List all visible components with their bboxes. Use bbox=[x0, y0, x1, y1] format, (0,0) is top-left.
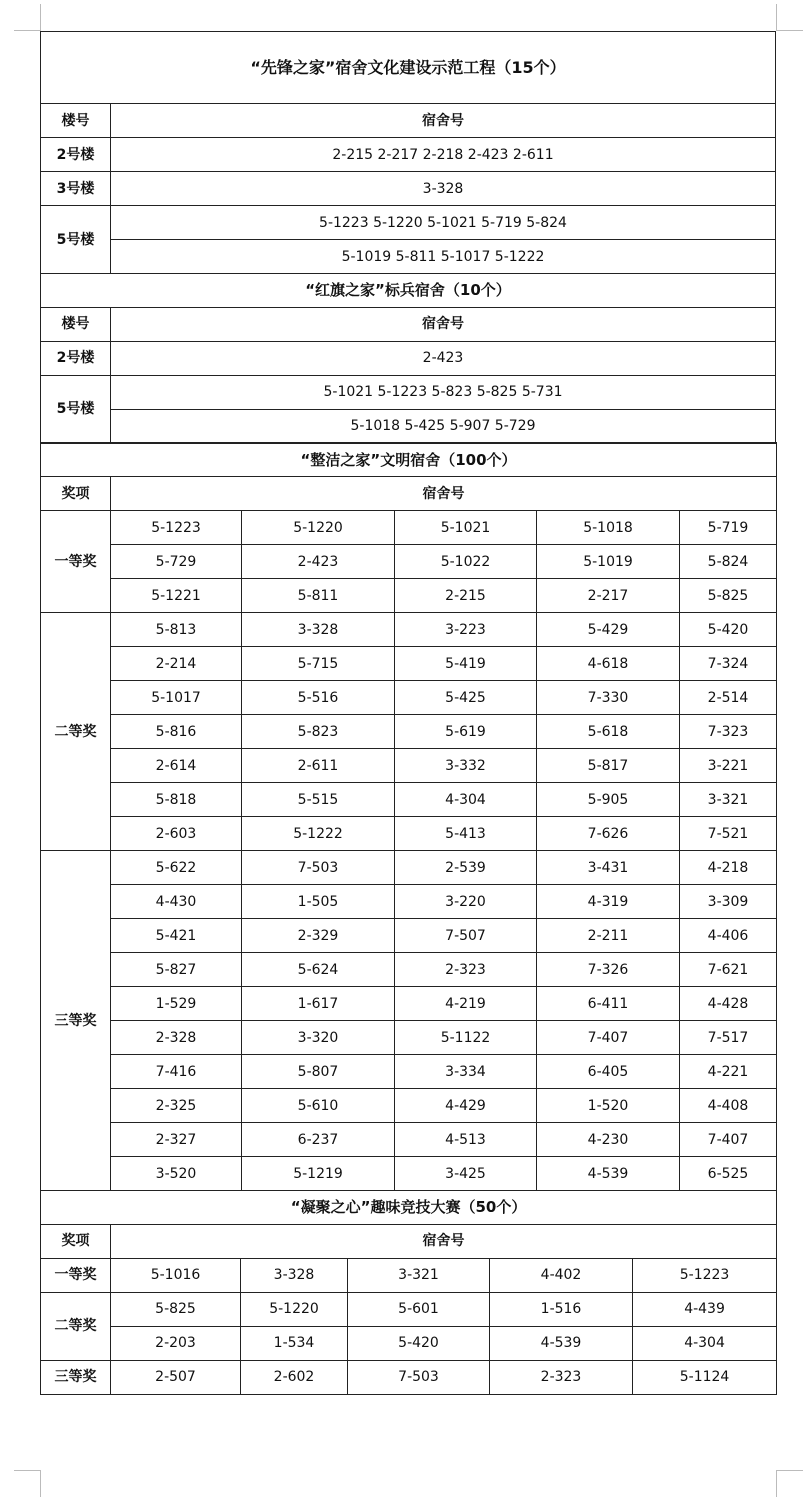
table-row bbox=[41, 613, 777, 647]
room-cell: 2-327 bbox=[111, 1123, 242, 1157]
award-label: 二等奖 bbox=[41, 1292, 111, 1360]
room-cell: 7-407 bbox=[537, 1021, 680, 1055]
room-cell: 2-328 bbox=[111, 1021, 242, 1055]
room-cell: 5-425 bbox=[395, 681, 537, 715]
room-cell: 7-323 bbox=[680, 715, 777, 749]
room-cell: 3-321 bbox=[680, 783, 777, 817]
room-cell: 5-719 bbox=[680, 511, 777, 545]
room-cell: 7-517 bbox=[680, 1021, 777, 1055]
room-cell: 4-430 bbox=[111, 885, 242, 919]
room-cell: 5-421 bbox=[111, 919, 242, 953]
table-row bbox=[41, 1292, 777, 1326]
building-label: 2号楼 bbox=[41, 138, 111, 172]
room-cell: 6-525 bbox=[680, 1157, 777, 1191]
tidy-home-table bbox=[40, 442, 777, 1191]
room-list: 3-328 bbox=[111, 172, 776, 206]
table-row bbox=[41, 987, 777, 1021]
award-header: 奖项 bbox=[41, 477, 111, 511]
room-cell: 2-514 bbox=[680, 681, 777, 715]
room-cell: 5-823 bbox=[242, 715, 395, 749]
room-cell: 3-309 bbox=[680, 885, 777, 919]
table-row bbox=[41, 1089, 777, 1123]
room-cell: 3-320 bbox=[242, 1021, 395, 1055]
table-row bbox=[41, 817, 777, 851]
room-cell: 5-516 bbox=[242, 681, 395, 715]
document-page bbox=[40, 31, 776, 1395]
table-row bbox=[41, 1021, 777, 1055]
room-cell: 5-817 bbox=[537, 749, 680, 783]
cohesion-section-title: “凝聚之心”趣味竞技大赛（50个） bbox=[41, 1190, 777, 1224]
room-cell: 5-618 bbox=[537, 715, 680, 749]
room-cell: 3-328 bbox=[242, 613, 395, 647]
room-cell: 5-1022 bbox=[395, 545, 537, 579]
room-cell: 4-406 bbox=[680, 919, 777, 953]
table-row bbox=[41, 511, 777, 545]
room-cell: 3-334 bbox=[395, 1055, 537, 1089]
room-cell: 6-405 bbox=[537, 1055, 680, 1089]
room-cell: 5-413 bbox=[395, 817, 537, 851]
building-label: 5号楼 bbox=[41, 375, 111, 443]
room-cell: 7-407 bbox=[680, 1123, 777, 1157]
room-cell: 3-221 bbox=[680, 749, 777, 783]
room-cell: 5-1219 bbox=[242, 1157, 395, 1191]
award-label: 三等奖 bbox=[41, 1360, 111, 1394]
room-cell: 4-539 bbox=[490, 1326, 633, 1360]
room-header: 宿舍号 bbox=[111, 477, 777, 511]
table-row bbox=[41, 545, 777, 579]
room-cell: 5-807 bbox=[242, 1055, 395, 1089]
room-cell: 2-217 bbox=[537, 579, 680, 613]
room-cell: 5-1017 bbox=[111, 681, 242, 715]
room-list: 2-423 bbox=[111, 341, 776, 375]
room-cell: 4-428 bbox=[680, 987, 777, 1021]
room-cell: 5-601 bbox=[348, 1292, 490, 1326]
pioneer-section-title: “先锋之家”宿舍文化建设示范工程（15个） bbox=[41, 32, 776, 104]
room-header: 宿舍号 bbox=[111, 1224, 777, 1258]
table-row bbox=[41, 1055, 777, 1089]
room-cell: 2-603 bbox=[111, 817, 242, 851]
table-row bbox=[41, 1360, 777, 1394]
room-cell: 5-610 bbox=[242, 1089, 395, 1123]
building-header: 楼号 bbox=[41, 104, 111, 138]
room-cell: 3-332 bbox=[395, 749, 537, 783]
room-cell: 5-420 bbox=[348, 1326, 490, 1360]
red-flag-section-title: “红旗之家”标兵宿舍（10个） bbox=[41, 273, 776, 307]
building-label: 2号楼 bbox=[41, 341, 111, 375]
room-cell: 6-411 bbox=[537, 987, 680, 1021]
room-cell: 5-813 bbox=[111, 613, 242, 647]
room-cell: 2-614 bbox=[111, 749, 242, 783]
room-cell: 1-505 bbox=[242, 885, 395, 919]
room-cell: 5-816 bbox=[111, 715, 242, 749]
room-cell: 4-304 bbox=[395, 783, 537, 817]
room-cell: 2-203 bbox=[111, 1326, 241, 1360]
room-cell: 7-521 bbox=[680, 817, 777, 851]
room-cell: 3-220 bbox=[395, 885, 537, 919]
room-cell: 5-1220 bbox=[242, 511, 395, 545]
building-label: 5号楼 bbox=[41, 206, 111, 274]
room-cell: 7-330 bbox=[537, 681, 680, 715]
room-cell: 7-326 bbox=[537, 953, 680, 987]
room-cell: 3-223 bbox=[395, 613, 537, 647]
table-row bbox=[41, 715, 777, 749]
room-list: 5-1021 5-1223 5-823 5-825 5-731 bbox=[111, 375, 776, 409]
room-cell: 5-1016 bbox=[111, 1258, 241, 1292]
room-cell: 3-520 bbox=[111, 1157, 242, 1191]
tidy-section-title: “整洁之家”文明宿舍（100个） bbox=[41, 443, 777, 477]
award-label: 一等奖 bbox=[41, 511, 111, 613]
room-cell: 4-230 bbox=[537, 1123, 680, 1157]
room-cell: 1-534 bbox=[241, 1326, 348, 1360]
room-cell: 1-529 bbox=[111, 987, 242, 1021]
room-cell: 5-1223 bbox=[111, 511, 242, 545]
room-cell: 2-423 bbox=[242, 545, 395, 579]
room-cell: 5-811 bbox=[242, 579, 395, 613]
room-cell: 5-1222 bbox=[242, 817, 395, 851]
room-cell: 2-323 bbox=[395, 953, 537, 987]
page-corner-mark bbox=[776, 1470, 803, 1497]
table-row bbox=[41, 953, 777, 987]
room-cell: 5-624 bbox=[242, 953, 395, 987]
room-cell: 5-905 bbox=[537, 783, 680, 817]
room-cell: 3-431 bbox=[537, 851, 680, 885]
room-cell: 7-503 bbox=[348, 1360, 490, 1394]
room-cell: 3-425 bbox=[395, 1157, 537, 1191]
room-cell: 1-617 bbox=[242, 987, 395, 1021]
table-row bbox=[41, 647, 777, 681]
award-label: 一等奖 bbox=[41, 1258, 111, 1292]
room-cell: 5-1018 bbox=[537, 511, 680, 545]
room-cell: 5-1019 bbox=[537, 545, 680, 579]
room-cell: 5-622 bbox=[111, 851, 242, 885]
table-row bbox=[41, 919, 777, 953]
room-cell: 1-520 bbox=[537, 1089, 680, 1123]
table-row bbox=[41, 851, 777, 885]
room-cell: 5-729 bbox=[111, 545, 242, 579]
room-cell: 2-539 bbox=[395, 851, 537, 885]
room-cell: 5-825 bbox=[680, 579, 777, 613]
room-cell: 5-827 bbox=[111, 953, 242, 987]
room-cell: 2-325 bbox=[111, 1089, 242, 1123]
room-cell: 5-715 bbox=[242, 647, 395, 681]
room-cell: 5-420 bbox=[680, 613, 777, 647]
room-cell: 5-419 bbox=[395, 647, 537, 681]
table-row bbox=[41, 1258, 777, 1292]
room-cell: 2-507 bbox=[111, 1360, 241, 1394]
room-cell: 4-402 bbox=[490, 1258, 633, 1292]
room-cell: 5-515 bbox=[242, 783, 395, 817]
room-cell: 4-221 bbox=[680, 1055, 777, 1089]
room-cell: 4-408 bbox=[680, 1089, 777, 1123]
table-row bbox=[41, 783, 777, 817]
pioneer-home-table bbox=[40, 31, 776, 274]
room-cell: 4-218 bbox=[680, 851, 777, 885]
room-cell: 4-304 bbox=[633, 1326, 777, 1360]
building-label: 3号楼 bbox=[41, 172, 111, 206]
room-cell: 4-513 bbox=[395, 1123, 537, 1157]
award-label: 三等奖 bbox=[41, 851, 111, 1191]
room-cell: 4-319 bbox=[537, 885, 680, 919]
room-cell: 7-416 bbox=[111, 1055, 242, 1089]
room-cell: 5-1122 bbox=[395, 1021, 537, 1055]
room-cell: 3-328 bbox=[241, 1258, 348, 1292]
room-cell: 2-329 bbox=[242, 919, 395, 953]
room-cell: 4-618 bbox=[537, 647, 680, 681]
room-cell: 7-626 bbox=[537, 817, 680, 851]
table-row bbox=[41, 681, 777, 715]
room-cell: 7-507 bbox=[395, 919, 537, 953]
table-row bbox=[41, 1123, 777, 1157]
award-label: 二等奖 bbox=[41, 613, 111, 851]
room-cell: 3-321 bbox=[348, 1258, 490, 1292]
room-list: 5-1018 5-425 5-907 5-729 bbox=[111, 409, 776, 443]
table-row bbox=[41, 885, 777, 919]
room-cell: 5-1223 bbox=[633, 1258, 777, 1292]
table-row bbox=[41, 749, 777, 783]
room-header: 宿舍号 bbox=[111, 307, 776, 341]
page-corner-mark bbox=[14, 4, 41, 31]
room-cell: 5-824 bbox=[680, 545, 777, 579]
award-header: 奖项 bbox=[41, 1224, 111, 1258]
room-cell: 5-1021 bbox=[395, 511, 537, 545]
room-cell: 5-825 bbox=[111, 1292, 241, 1326]
table-row bbox=[41, 1326, 777, 1360]
table-row bbox=[41, 579, 777, 613]
room-cell: 7-324 bbox=[680, 647, 777, 681]
room-cell: 5-1124 bbox=[633, 1360, 777, 1394]
room-cell: 5-818 bbox=[111, 783, 242, 817]
room-list: 2-215 2-217 2-218 2-423 2-611 bbox=[111, 138, 776, 172]
room-cell: 4-439 bbox=[633, 1292, 777, 1326]
room-cell: 2-214 bbox=[111, 647, 242, 681]
room-cell: 2-602 bbox=[241, 1360, 348, 1394]
room-cell: 4-219 bbox=[395, 987, 537, 1021]
room-cell: 7-503 bbox=[242, 851, 395, 885]
room-cell: 2-211 bbox=[537, 919, 680, 953]
room-list: 5-1223 5-1220 5-1021 5-719 5-824 bbox=[111, 206, 776, 240]
room-cell: 4-539 bbox=[537, 1157, 680, 1191]
room-cell: 4-429 bbox=[395, 1089, 537, 1123]
room-cell: 2-611 bbox=[242, 749, 395, 783]
building-header: 楼号 bbox=[41, 307, 111, 341]
room-cell: 5-429 bbox=[537, 613, 680, 647]
page-corner-mark bbox=[14, 1470, 41, 1497]
page-corner-mark bbox=[776, 4, 803, 31]
room-cell: 2-215 bbox=[395, 579, 537, 613]
room-cell: 2-323 bbox=[490, 1360, 633, 1394]
room-cell: 7-621 bbox=[680, 953, 777, 987]
red-flag-home-table bbox=[40, 273, 776, 444]
room-cell: 5-1221 bbox=[111, 579, 242, 613]
room-cell: 6-237 bbox=[242, 1123, 395, 1157]
table-row bbox=[41, 1157, 777, 1191]
room-cell: 5-1220 bbox=[241, 1292, 348, 1326]
cohesion-contest-table bbox=[40, 1190, 777, 1395]
room-cell: 1-516 bbox=[490, 1292, 633, 1326]
room-header: 宿舍号 bbox=[111, 104, 776, 138]
room-cell: 5-619 bbox=[395, 715, 537, 749]
room-list: 5-1019 5-811 5-1017 5-1222 bbox=[111, 240, 776, 274]
